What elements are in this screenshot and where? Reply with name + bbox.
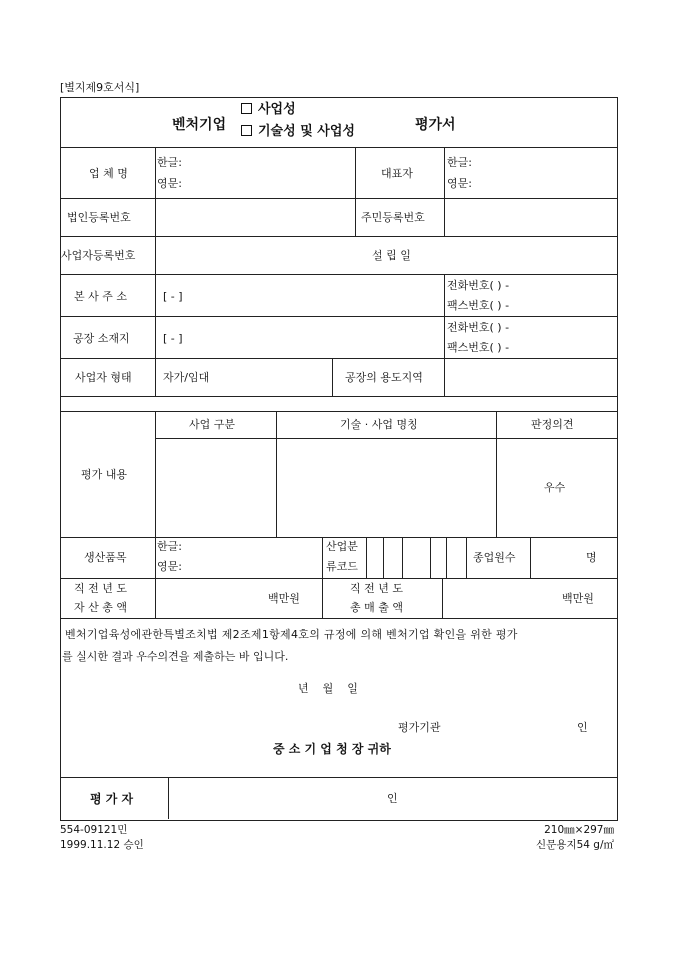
corp-reg-label: 법인등록번호 bbox=[67, 211, 131, 224]
factory-label: 공장 소재지 bbox=[73, 332, 130, 345]
col-opinion-header: 판정의견 bbox=[531, 418, 574, 431]
assets-label-2: 자 산 총 액 bbox=[74, 601, 127, 614]
addressee: 중 소 기 업 청 장 귀하 bbox=[273, 742, 391, 756]
hq-address-value[interactable]: [ - ] bbox=[163, 290, 183, 303]
footer-code: 554-09121민 bbox=[60, 824, 128, 836]
footer-paper: 신문용지54 g/㎡ bbox=[536, 839, 614, 851]
established-label: 설 립 일 bbox=[372, 249, 411, 262]
assets-label-1: 직 전 년 도 bbox=[74, 582, 127, 595]
industry-class-label-1: 산업분 bbox=[326, 540, 358, 553]
industry-class-label-2: 류코드 bbox=[326, 560, 358, 573]
assets-unit: 백만원 bbox=[268, 592, 300, 605]
form-code: [별지제9호서식] bbox=[60, 81, 140, 94]
biz-type-label: 사업자 형태 bbox=[75, 371, 132, 384]
title-right: 평가서 bbox=[415, 117, 456, 133]
representative-kor[interactable]: 한글: bbox=[447, 156, 472, 169]
sales-unit: 백만원 bbox=[562, 592, 594, 605]
factory-phone[interactable]: 전화번호( ) - bbox=[447, 321, 510, 334]
factory-address-value[interactable]: [ - ] bbox=[163, 332, 183, 345]
representative-label: 대표자 bbox=[381, 167, 413, 180]
footer-size: 210㎜×297㎜ bbox=[544, 824, 614, 836]
employees-unit: 명 bbox=[586, 551, 597, 564]
evaluator-seal: 인 bbox=[387, 792, 398, 805]
hq-fax[interactable]: 팩스번호( ) - bbox=[447, 299, 510, 312]
hq-phone[interactable]: 전화번호( ) - bbox=[447, 279, 510, 292]
products-label: 생산품목 bbox=[84, 551, 127, 564]
hq-address-label: 본 사 주 소 bbox=[74, 290, 127, 303]
biz-reg-label: 사업자등록번호 bbox=[61, 249, 136, 262]
evaluation-label: 평가 내용 bbox=[81, 468, 128, 481]
factory-fax[interactable]: 팩스번호( ) - bbox=[447, 341, 510, 354]
employees-label: 종업원수 bbox=[473, 551, 516, 564]
checkbox-icon[interactable] bbox=[241, 125, 252, 136]
company-name-eng[interactable]: 영문: bbox=[157, 177, 182, 190]
resident-reg-label: 주민등록번호 bbox=[361, 211, 425, 224]
evaluator-label: 평 가 자 bbox=[90, 792, 134, 806]
sales-label-1: 직 전 년 도 bbox=[350, 582, 403, 595]
statement-date: 년 월 일 bbox=[298, 682, 358, 695]
products-kor[interactable]: 한글: bbox=[157, 540, 182, 553]
company-name-label: 업 체 명 bbox=[89, 167, 128, 180]
opinion-value: 우수 bbox=[544, 481, 566, 494]
col-business-header: 사업 구분 bbox=[189, 418, 236, 431]
zone-label: 공장의 용도지역 bbox=[345, 371, 423, 384]
products-eng[interactable]: 영문: bbox=[157, 560, 182, 573]
agency-label: 평가기관 bbox=[398, 721, 441, 734]
biz-type-value[interactable]: 자가/임대 bbox=[163, 371, 210, 384]
company-name-kor[interactable]: 한글: bbox=[157, 156, 182, 169]
form-frame bbox=[60, 97, 618, 821]
footer-approval: 1999.11.12 승인 bbox=[60, 839, 144, 851]
title-left: 벤처기업 bbox=[172, 117, 227, 133]
title-option-1: 사업성 bbox=[241, 103, 296, 116]
representative-eng[interactable]: 영문: bbox=[447, 177, 472, 190]
statement-line-2: 를 실시한 결과 우수의견을 제출하는 바 입니다. bbox=[62, 650, 289, 663]
checkbox-icon[interactable] bbox=[241, 103, 252, 114]
agency-seal: 인 bbox=[577, 721, 588, 734]
title-option-2: 기술성 및 사업성 bbox=[241, 125, 355, 138]
col-tech-header: 기술 · 사업 명칭 bbox=[340, 418, 418, 431]
statement-line-1: 벤처기업육성에관한특별조치법 제2조제1항제4호의 규정에 의해 벤처기업 확인을 위한 평가 bbox=[65, 628, 518, 641]
sales-label-2: 총 매 출 액 bbox=[350, 601, 403, 614]
